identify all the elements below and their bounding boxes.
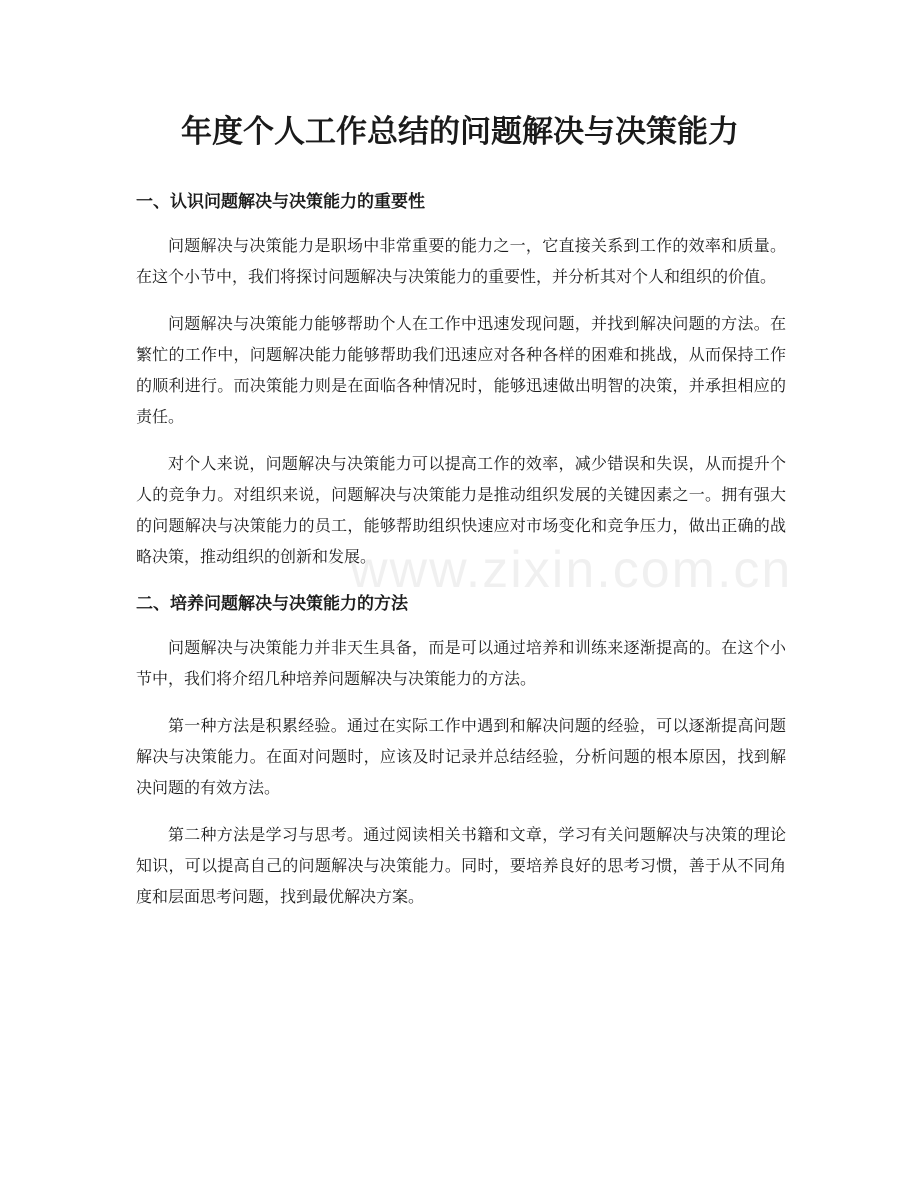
section-methods [136,588,786,912]
paragraph: 第一种方法是积累经验。通过在实际工作中遇到和解决问题的经验，可以逐渐提高问题解决与决策能力。在面对问题时，应该及时记录并总结经验，分析问题的根本原因，找到解决问题的有效方法。 [136,716,786,797]
document-title: 年度个人工作总结的问题解决与决策能力 [181,114,739,150]
paragraph: 对个人来说，问题解决与决策能力可以提高工作的效率，减少错误和失误，从而提升个人的竞争力。对组织来说，问题解决与决策能力是推动组织发展的关键因素之一。拥有强大的问题解决与决策能力的员工，能够帮助组织快速应对市场变化和竞争压力，做出正确的战略决策，推动组织的创新和发展。 [136,454,786,566]
section-importance [136,186,786,572]
section-heading: 一、认识问题解决与决策能力的重要性 [136,192,425,212]
paragraph: 问题解决与决策能力是职场中非常重要的能力之一，它直接关系到工作的效率和质量。在这个小节中，我们将探讨问题解决与决策能力的重要性，并分析其对个人和组织的价值。 [136,236,786,286]
watermark: www.zixin.com.cn [350,541,793,599]
paragraph: 问题解决与决策能力能够帮助个人在工作中迅速发现问题，并找到解决问题的方法。在繁忙的工作中，问题解决能力能够帮助我们迅速应对各种各样的困难和挑战，从而保持工作的顺利进行。而决策能力则是在面临各种情况时，能够迅速做出明智的决策，并承担相应的责任。 [136,314,786,426]
section-heading: 二、培养问题解决与决策能力的方法 [136,594,408,614]
paragraph: 第二种方法是学习与思考。通过阅读相关书籍和文章，学习有关问题解决与决策的理论知识，可以提高自己的问题解决与决策能力。同时，要培养良好的思考习惯，善于从不同角度和层面思考问题，找到最优解决方案。 [136,825,786,906]
document-body [136,186,786,928]
paragraph: 问题解决与决策能力并非天生具备，而是可以通过培养和训练来逐渐提高的。在这个小节中，我们将介绍几种培养问题解决与决策能力的方法。 [136,638,786,688]
